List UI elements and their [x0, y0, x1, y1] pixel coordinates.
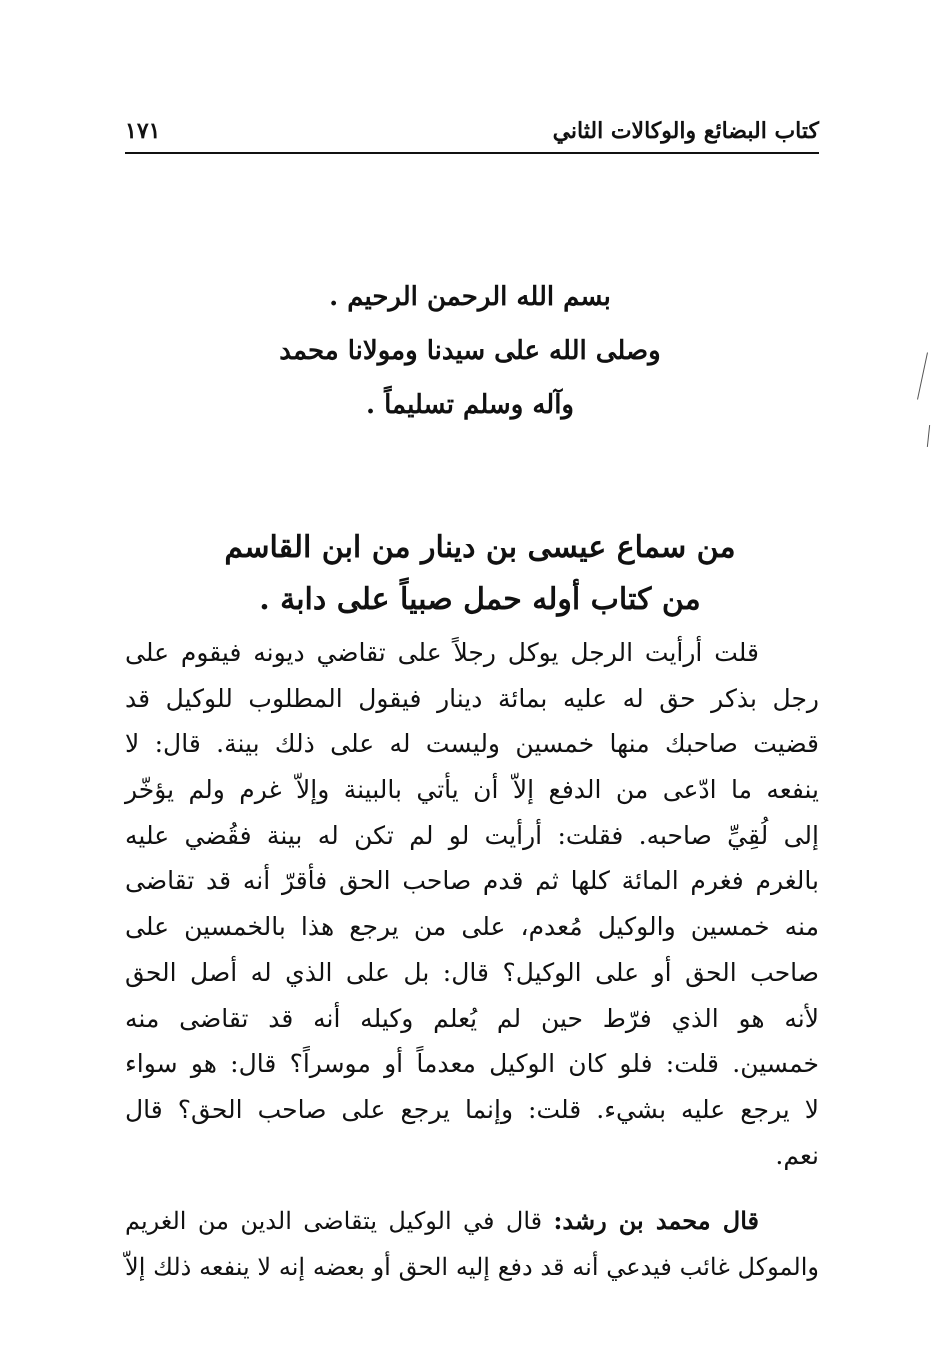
body-line: منه خمسين والوكيل مُعدم، على من يرجع هذا بالخمسين على [125, 912, 819, 942]
body-line: رجل بذكر حق له عليه بمائة دينار فيقول المطلوب للوكيل قد [125, 683, 819, 713]
commentary-line: والموكل غائب فيدعي أنه قد دفع إليه الحق أو بعضه إنه لا ينفعه ذلك إلاّ [125, 1253, 819, 1281]
basmala-line: وآله وسلم تسليماً . [366, 390, 574, 420]
basmala-line: بسم الله الرحمن الرحيم . [329, 282, 611, 312]
body-line: إلى لُقِيِّ صاحبه. فقلت: أرأيت لو لم تكن له بينة فقُضي عليه [125, 820, 819, 850]
body-line: خمسين. قلت: فلو كان الوكيل معدماً أو موسراً؟ قال: هو سواء [125, 1049, 819, 1079]
body-line: قلت أرأيت الرجل يوكل رجلاً على تقاضي ديونه فيقوم على [125, 638, 759, 667]
body-line: لا يرجع عليه بشيء. قلت: وإنما يرجع على صاحب الحق؟ قال [125, 1094, 819, 1124]
body-line: قضيت صاحبك منها خمسين وليست له على ذلك بينة. قال: لا [125, 729, 819, 759]
running-header [125, 112, 819, 154]
heading-line: من كتاب أوله حمل صبياً على دابة . [259, 582, 701, 617]
commentary-speaker: قال محمد بن رشد: [553, 1206, 759, 1235]
chapter-title: كتاب البضائع والوكالات الثاني [552, 118, 819, 144]
body-line: ينفعه ما ادّعى من الدفع إلاّ أن يأتي بالبينة وإلاّ غرم ولم يؤخّر [125, 775, 819, 805]
page-number: ١٧١ [125, 118, 161, 144]
body-paragraph [125, 630, 819, 1178]
commentary-line [125, 1198, 819, 1244]
body-line: نعم. [775, 1140, 819, 1170]
body-line: صاحب الحق أو على الوكيل؟ قال: بل على الذي له أصل الحق [125, 957, 819, 987]
margin-scan-mark [917, 352, 928, 399]
body-line: بالغرم فغرم المائة كلها ثم قدم صاحب الحق فأقرّ أنه قد تقاضى [125, 866, 819, 896]
commentary-text: قال في الوكيل يتقاضى الدين من الغريم [125, 1207, 543, 1235]
basmala-line: وصلى الله على سيدنا ومولانا محمد [279, 336, 661, 366]
section-heading [140, 522, 820, 626]
commentary-paragraph [125, 1198, 819, 1290]
body-line: لأنه هو الذي فرّط حين لم يُعلم وكيله أنه قد تقاضى منه [125, 1003, 820, 1033]
heading-line: من سماع عيسى بن دينار من ابن القاسم [224, 530, 736, 565]
basmala-block [220, 270, 720, 432]
margin-scan-mark [927, 425, 930, 447]
